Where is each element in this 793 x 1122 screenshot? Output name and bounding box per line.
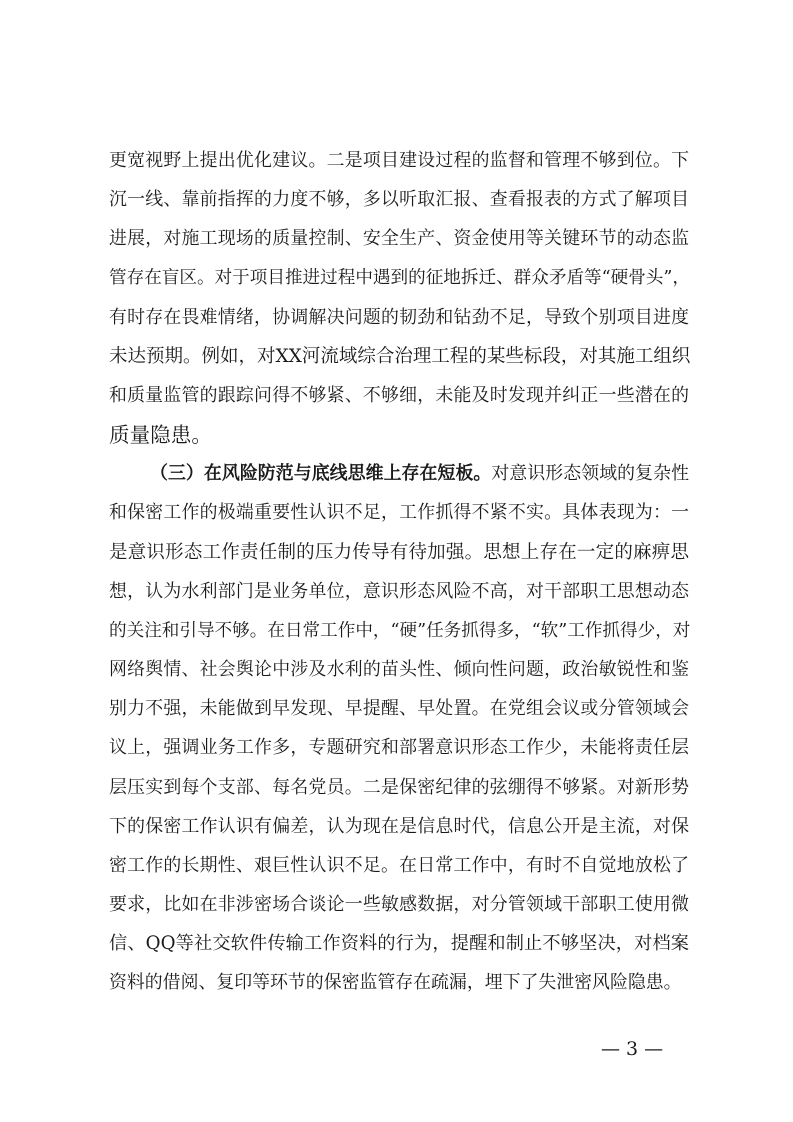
section-three-first-line-text: 对意识形态领域的复杂性 [491, 463, 689, 484]
section-three-heading: （三）在风险防范与底线思维上存在短板。 [150, 463, 492, 484]
text-line: 管存在盲区。对于项目推进过程中遇到的征地拆迁、群众矛盾等“硬骨头”， [109, 268, 690, 288]
text-line: 质量隐患。 [109, 423, 212, 447]
text-line: 资料的借阅、复印等环节的保密监管存在疏漏，埋下了失泄密风险隐患。 [109, 972, 682, 993]
text-line: 更宽视野上提出优化建议。二是项目建设过程的监督和管理不够到位。下 [109, 150, 689, 171]
text-line: 是意识形态工作责任制的压力传导有待加强。思想上存在一定的麻痹思 [109, 542, 689, 563]
text-line: 层压实到每个支部、每名党员。二是保密纪律的弦绷得不够紧。对新形势 [109, 777, 689, 798]
text-line: 密工作的长期性、艰巨性认识不足。在日常工作中，有时不自觉地放松了 [109, 855, 689, 876]
text-line: 进展，对施工现场的质量控制、安全生产、资金使用等关键环节的动态监 [109, 228, 689, 249]
text-line: 沉一线、靠前指挥的力度不够，多以听取汇报、查看报表的方式了解项目 [109, 189, 689, 210]
text-line: 议上，强调业务工作多，专题研究和部署意识形态工作少，未能将责任层 [109, 737, 689, 758]
text-line: 和质量监管的跟踪问得不够紧、不够细，未能及时发现并纠正一些潜在的 [109, 385, 689, 406]
text-line: 要求，比如在非涉密场合谈论一些敏感数据，对分管领域干部职工使用微 [109, 894, 689, 915]
text-line: 别力不强，未能做到早发现、早提醒、早处置。在党组会议或分管领域会 [109, 698, 689, 719]
text-line: 未达预期。例如，对XX河流域综合治理工程的某些标段，对其施工组织 [109, 346, 691, 367]
text-line: 和保密工作的极端重要性认识不足，工作抓得不紧不实。具体表现为：一 [109, 502, 689, 523]
text-line: 想，认为水利部门是业务单位，意识形态风险不高，对干部职工思想动态 [109, 581, 689, 602]
page-number: — 3 — [601, 1038, 664, 1060]
text-line: 有时存在畏难情绪，协调解决问题的韧劲和钻劲不足，导致个别项目进度 [109, 307, 689, 328]
section-three-first-line [150, 456, 689, 492]
text-line: 网络舆情、社会舆论中涉及水利的苗头性、倾向性问题，政治敏锐性和鉴 [109, 659, 689, 680]
text-line: 的关注和引导不够。在日常工作中，“硬”任务抓得多，“软”工作抓得少，对 [109, 621, 691, 641]
text-line: 下的保密工作认识有偏差，认为现在是信息时代，信息公开是主流，对保 [109, 816, 689, 837]
text-line: 信、QQ等社交软件传输工作资料的行为，提醒和制止不够坚决，对档案 [109, 933, 689, 954]
